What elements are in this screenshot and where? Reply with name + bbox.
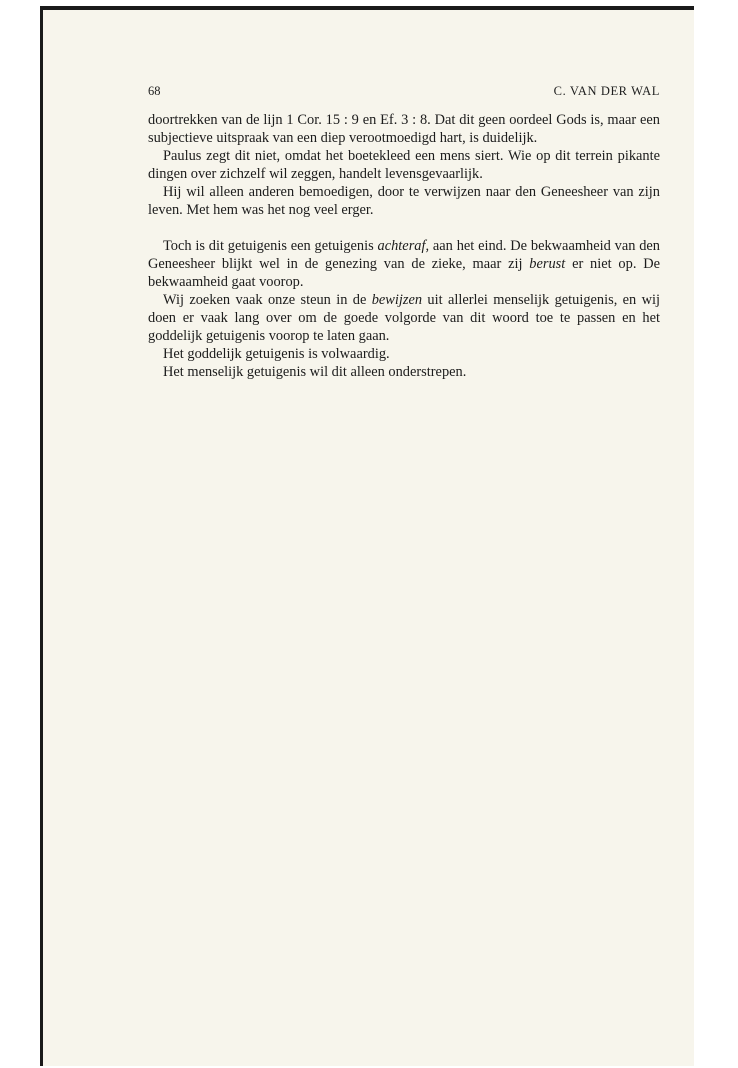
emphasis-berust: berust	[529, 256, 566, 272]
paragraph-5	[148, 291, 660, 345]
page-number: 68	[148, 84, 161, 98]
paragraph-3: Hij wil alleen anderen bemoedigen, door te verwijzen naar den Geneesheer van zijn leven. Met hem was het nog veel erger.	[148, 184, 660, 218]
paragraph-4	[148, 237, 660, 291]
paragraph-4-text-end: er niet op. De bekwaamheid gaat voorop.	[148, 256, 660, 290]
paragraph-6: Het goddelijk getuigenis is volwaardig.	[163, 346, 390, 362]
paragraph-7: Het menselijk getuigenis wil dit alleen onderstrepen.	[163, 364, 467, 380]
paragraph-4-text: Toch is dit getuigenis een getuigenis	[163, 238, 378, 254]
paragraph-5-text-cont: uit allerlei menselijk getuigenis, en wij doen er vaak lang over om de goede volgorde van dit woord toe te passen en het goddelijk getuigenis voorop te laten gaan.	[148, 292, 660, 344]
running-head: C. VAN DER WAL	[553, 84, 660, 98]
emphasis-achteraf: achteraf,	[377, 238, 430, 254]
body-text	[148, 111, 660, 381]
paragraph-2: Paulus zegt dit niet, omdat het boetekleed een mens siert. Wie op dit terrein pikante dingen over zichzelf wil zeggen, handelt levensgevaarlijk.	[148, 148, 660, 182]
emphasis-bewijzen: bewijzen	[371, 292, 423, 308]
page-header	[148, 84, 660, 100]
paragraph-5-text: Wij zoeken vaak onze steun in de	[163, 292, 372, 308]
paragraph-4-text-cont: aan het eind. De bekwaamheid van den Geneesheer blijkt wel in de genezing van de zieke, maar zij	[148, 238, 660, 272]
paragraph-1: doortrekken van de lijn 1 Cor. 15 : 9 en Ef. 3 : 8. Dat dit geen oordeel Gods is, maar een subjectieve uitspraak van een diep verootmoedigd hart, is duidelijk.	[148, 112, 660, 146]
